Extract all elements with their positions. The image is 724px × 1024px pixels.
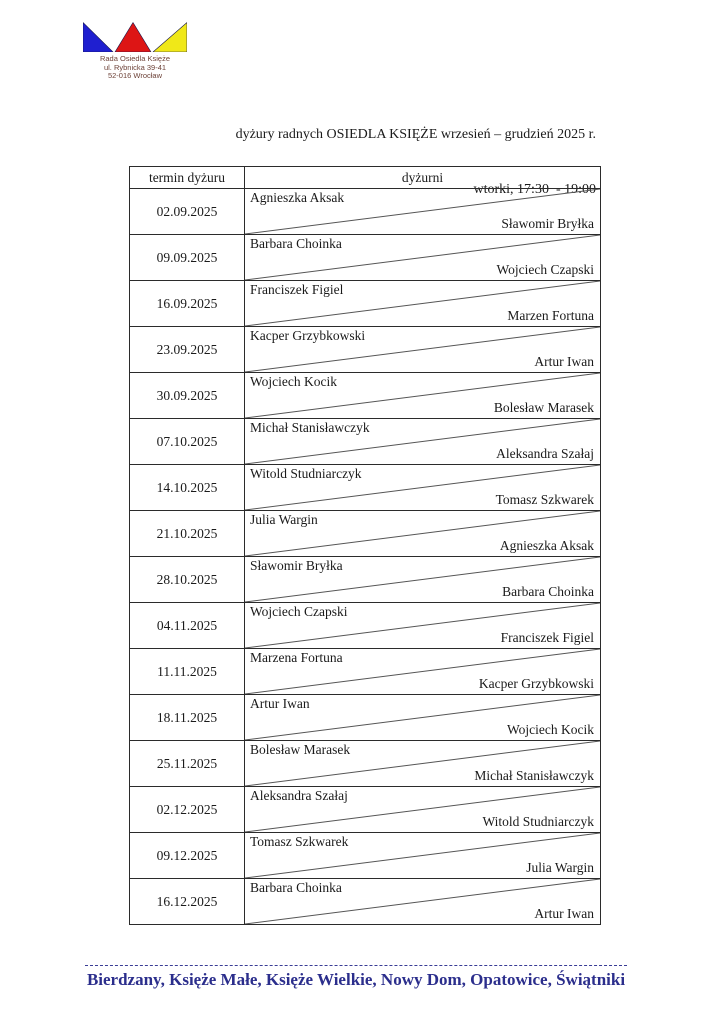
duty-officers-cell	[245, 879, 601, 925]
duty-officer-second: Julia Wargin	[526, 860, 594, 875]
duty-officer-first: Bolesław Marasek	[250, 742, 351, 757]
duty-officers-wrap	[245, 419, 600, 464]
logo-triangle-blue	[83, 23, 113, 53]
duty-officer-first: Wojciech Kocik	[250, 374, 338, 389]
duty-date: 02.12.2025	[130, 787, 245, 833]
table-row	[130, 833, 601, 879]
duty-officer-second: Wojciech Czapski	[496, 262, 594, 277]
duty-officers-wrap	[245, 603, 600, 648]
duty-officer-first: Sławomir Bryłka	[250, 558, 343, 573]
duty-officers-wrap	[245, 695, 600, 740]
footer-districts: Bierdzany, Księże Małe, Księże Wielkie, Nowy Dom, Opatowice, Świątniki	[86, 970, 626, 989]
duty-date: 07.10.2025	[130, 419, 245, 465]
duty-officers-wrap	[245, 557, 600, 602]
duty-officers-cell	[245, 419, 601, 465]
duty-date: 25.11.2025	[130, 741, 245, 787]
duty-officers-wrap	[245, 787, 600, 832]
duty-date: 14.10.2025	[130, 465, 245, 511]
table-row	[130, 235, 601, 281]
duty-officer-second: Kacper Grzybkowski	[478, 676, 594, 691]
duty-date: 04.11.2025	[130, 603, 245, 649]
table-row	[130, 419, 601, 465]
duty-officers-cell	[245, 787, 601, 833]
duty-officer-first: Artur Iwan	[250, 696, 310, 711]
duty-officer-second: Michał Stanisławczyk	[474, 768, 594, 783]
duty-officer-second: Artur Iwan	[534, 354, 594, 369]
duty-date: 11.11.2025	[130, 649, 245, 695]
duty-officers-wrap	[245, 281, 600, 326]
column-header-termin: termin dyżuru	[130, 167, 245, 189]
duty-officer-second: Artur Iwan	[534, 906, 594, 921]
duty-officers-cell	[245, 695, 601, 741]
duty-officers-wrap	[245, 649, 600, 694]
duty-officer-first: Franciszek Figiel	[250, 282, 344, 297]
org-address	[70, 55, 200, 81]
table-row	[130, 281, 601, 327]
logo-triangle-yellow	[153, 23, 187, 53]
table-row	[130, 649, 601, 695]
duty-officers-wrap	[245, 465, 600, 510]
duty-officer-first: Kacper Grzybkowski	[250, 328, 366, 343]
table-row	[130, 465, 601, 511]
duty-officer-second: Sławomir Bryłka	[501, 216, 594, 231]
duty-date: 02.09.2025	[130, 189, 245, 235]
duty-officers-cell	[245, 511, 601, 557]
duty-officers-cell	[245, 465, 601, 511]
table-row	[130, 327, 601, 373]
duty-officers-cell	[245, 235, 601, 281]
duty-date: 16.09.2025	[130, 281, 245, 327]
table-row	[130, 511, 601, 557]
duty-date: 09.12.2025	[130, 833, 245, 879]
table-row	[130, 557, 601, 603]
duty-officer-first: Aleksandra Szałaj	[250, 788, 348, 803]
duty-officers-cell	[245, 833, 601, 879]
column-header-dyzurni: dyżurni	[245, 167, 601, 189]
table-row	[130, 695, 601, 741]
duty-date: 09.09.2025	[130, 235, 245, 281]
duty-officers-cell	[245, 649, 601, 695]
table-row	[130, 603, 601, 649]
duty-officers-cell	[245, 281, 601, 327]
table-header-row	[130, 167, 601, 189]
duty-officers-wrap	[245, 235, 600, 280]
table-body	[130, 189, 601, 925]
table-row	[130, 189, 601, 235]
duty-date: 23.09.2025	[130, 327, 245, 373]
duty-schedule-table	[129, 166, 601, 925]
duty-date: 18.11.2025	[130, 695, 245, 741]
table-row	[130, 373, 601, 419]
duty-officer-first: Julia Wargin	[250, 512, 318, 527]
duty-officer-first: Barbara Choinka	[250, 236, 342, 251]
duty-officer-second: Agnieszka Aksak	[499, 538, 594, 553]
duty-officer-second: Franciszek Figiel	[500, 630, 594, 645]
table-row	[130, 879, 601, 925]
org-name: Rada Osiedla Księże	[99, 54, 171, 63]
duty-officers-cell	[245, 557, 601, 603]
duty-officers-wrap	[245, 511, 600, 556]
duty-date: 21.10.2025	[130, 511, 245, 557]
table-row	[130, 741, 601, 787]
duty-date: 16.12.2025	[130, 879, 245, 925]
duty-officer-first: Michał Stanisławczyk	[250, 420, 370, 435]
duty-officer-second: Barbara Choinka	[502, 584, 594, 599]
duty-officers-wrap	[245, 833, 600, 878]
duty-officers-cell	[245, 603, 601, 649]
org-street: ul. Rybnicka 39-41	[103, 62, 167, 72]
table-row	[130, 787, 601, 833]
duty-officers-wrap	[245, 879, 600, 924]
duty-officer-second: Marzen Fortuna	[507, 308, 594, 323]
duty-officer-first: Barbara Choinka	[250, 880, 342, 895]
duty-date: 30.09.2025	[130, 373, 245, 419]
duty-officers-cell	[245, 189, 601, 235]
duty-officers-wrap	[245, 741, 600, 786]
duty-officer-second: Wojciech Kocik	[506, 722, 594, 737]
duty-officer-first: Agnieszka Aksak	[250, 190, 345, 205]
duty-date: 28.10.2025	[130, 557, 245, 603]
duty-officers-cell	[245, 373, 601, 419]
document-subtitle: wtorki, 17:30 - 19:00	[473, 182, 596, 197]
duty-officers-cell	[245, 741, 601, 787]
duty-officers-wrap	[245, 373, 600, 418]
duty-officer-first: Marzena Fortuna	[250, 650, 343, 665]
duty-officer-second: Aleksandra Szałaj	[496, 446, 594, 461]
duty-officer-second: Tomasz Szkwarek	[495, 492, 594, 507]
footer-divider	[85, 965, 627, 966]
duty-officers-wrap	[245, 327, 600, 372]
duty-officer-first: Wojciech Czapski	[250, 604, 348, 619]
duty-officer-first: Tomasz Szkwarek	[250, 834, 349, 849]
document-title: dyżury radnych OSIEDLA KSIĘŻE wrzesień – grudzień 2025 r.	[235, 127, 596, 142]
table-header	[130, 167, 601, 189]
duty-officer-second: Bolesław Marasek	[493, 400, 594, 415]
duty-officers-wrap	[245, 189, 600, 234]
logo-triangle-red	[115, 23, 151, 53]
duty-officer-first: Witold Studniarczyk	[250, 466, 362, 481]
duty-officer-second: Witold Studniarczyk	[482, 814, 594, 829]
duty-officers-cell	[245, 327, 601, 373]
logo-triangles-icon	[83, 22, 187, 52]
org-city: 52-016 Wrocław	[107, 71, 163, 81]
